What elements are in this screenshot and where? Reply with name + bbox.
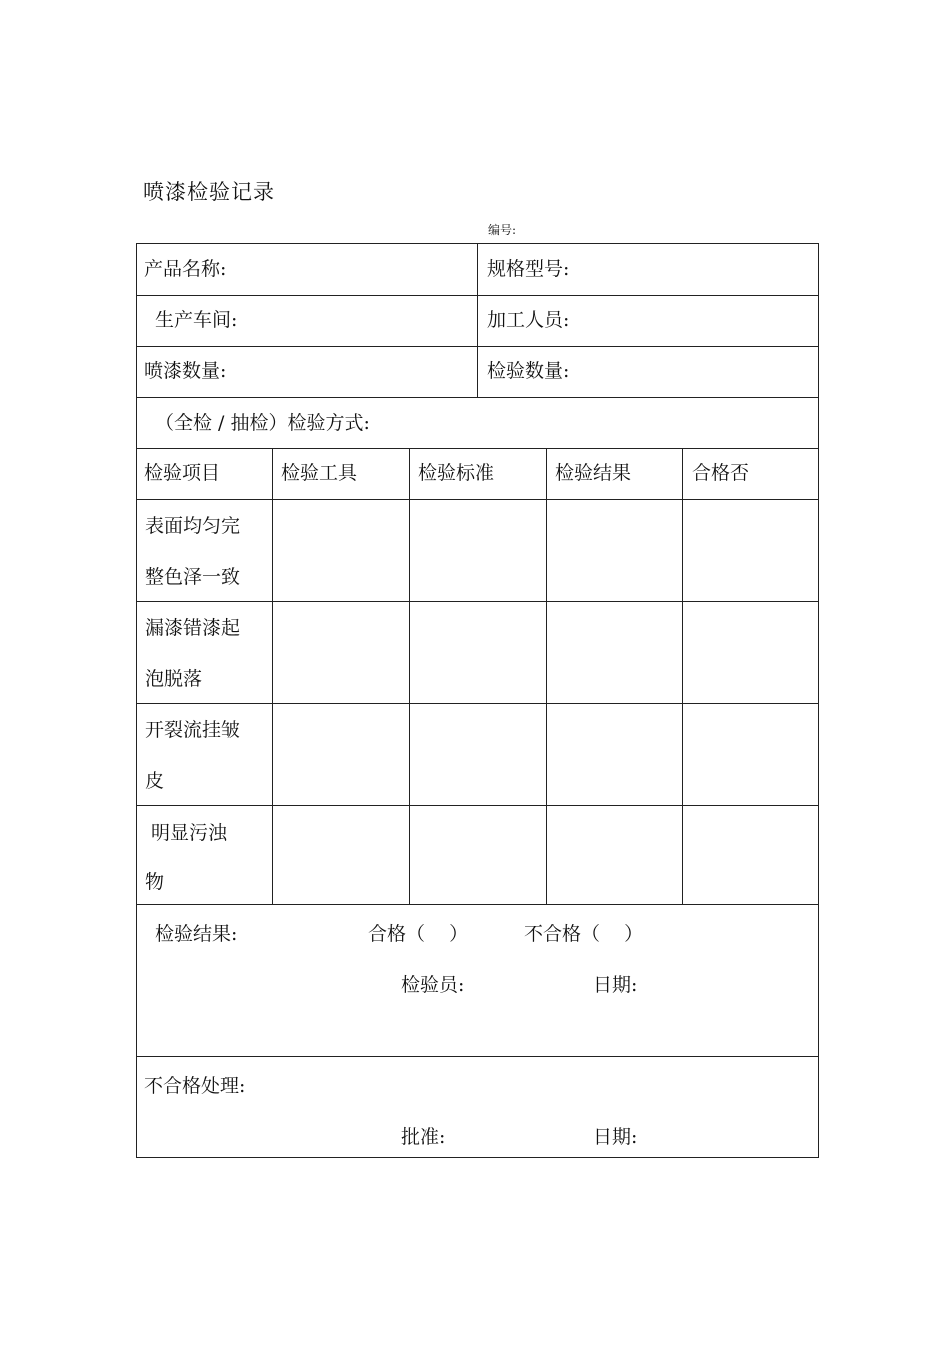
column-divider	[682, 448, 683, 904]
item-3-line2: 皮	[145, 770, 165, 792]
product-name-label: 产品名称:	[144, 258, 227, 280]
row-divider	[137, 904, 818, 905]
document-title: 喷漆检验记录	[143, 180, 275, 204]
item-2-line2: 泡脱落	[145, 668, 203, 690]
pass-option: 合格（ ）	[368, 923, 469, 945]
header-pass: 合格否	[692, 462, 750, 484]
processor-label: 加工人员:	[487, 309, 570, 331]
item-4-line1: 明显污浊	[145, 822, 228, 844]
item-3-line1: 开裂流挂皱	[145, 719, 241, 741]
item-1-line1: 表面均匀完	[145, 515, 241, 537]
row-divider	[137, 397, 818, 398]
fail-option: 不合格（ ）	[524, 923, 644, 945]
column-divider	[272, 448, 273, 904]
inspect-mode-label: （全检 / 抽检）检验方式:	[155, 412, 370, 434]
workshop-label: 生产车间:	[155, 309, 238, 331]
row-divider	[137, 499, 818, 500]
inspection-form	[136, 243, 819, 1158]
row-divider	[137, 1056, 818, 1057]
item-2-line1: 漏漆错漆起	[145, 617, 241, 639]
spray-quantity-label: 喷漆数量:	[144, 360, 227, 382]
inspect-quantity-label: 检验数量:	[487, 360, 570, 382]
row-divider	[137, 448, 818, 449]
serial-number-label: 编号:	[488, 223, 517, 237]
column-divider	[409, 448, 410, 904]
inspector-label: 检验员:	[401, 974, 465, 996]
header-tool: 检验工具	[281, 462, 358, 484]
column-divider	[477, 244, 478, 397]
nonconform-label: 不合格处理:	[144, 1075, 246, 1097]
spec-model-label: 规格型号:	[487, 258, 570, 280]
header-result: 检验结果	[555, 462, 632, 484]
item-1-line2: 整色泽一致	[145, 566, 241, 588]
approve-date-label: 日期:	[593, 1126, 638, 1148]
approve-label: 批准:	[401, 1126, 446, 1148]
result-date-label: 日期:	[593, 974, 638, 996]
row-divider	[137, 805, 818, 806]
row-divider	[137, 703, 818, 704]
column-divider	[546, 448, 547, 904]
header-item: 检验项目	[144, 462, 221, 484]
item-4-line2: 物	[145, 871, 165, 893]
header-standard: 检验标准	[418, 462, 495, 484]
result-label: 检验结果:	[155, 923, 238, 945]
